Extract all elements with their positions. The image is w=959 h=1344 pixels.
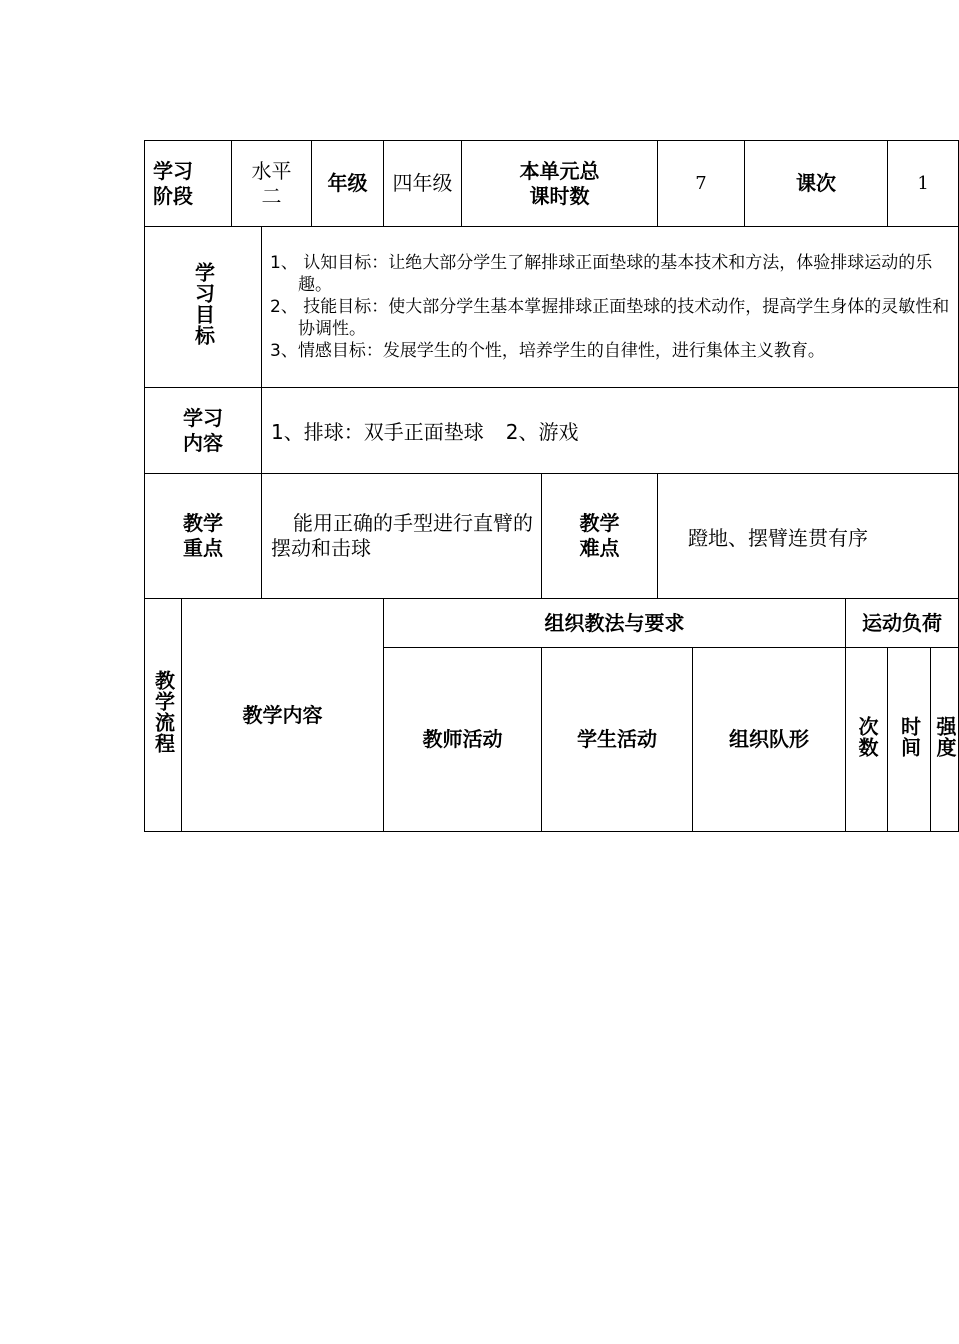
objectives-list xyxy=(262,227,959,388)
grade-value: 四年级 xyxy=(384,141,462,227)
lesson-label: 课次 xyxy=(745,141,888,227)
objective-item: 1、 认知目标：让绝大部分学生了解排球正面垫球的基本技术和方法，体验排球运动的乐趣。 xyxy=(270,253,933,295)
difficulty-value: 蹬地、摆臂连贯有序 xyxy=(658,474,959,599)
count-label: 次数 xyxy=(846,648,888,832)
header-row xyxy=(145,141,959,227)
student-activity-label: 学生活动 xyxy=(542,648,693,832)
intensity-label: 强度 xyxy=(931,648,959,832)
time-label: 时间 xyxy=(888,648,931,832)
teacher-activity-label: 教师活动 xyxy=(384,648,542,832)
content-item: 1、排球：双手正面垫球 xyxy=(271,420,484,444)
objectives-row xyxy=(145,227,959,388)
process-label: 教学流程 xyxy=(145,599,182,832)
process-content-label: 教学内容 xyxy=(182,599,384,832)
grade-label: 年级 xyxy=(312,141,384,227)
unit-hours-value: 7 xyxy=(658,141,745,227)
objective-item: 2、 技能目标：使大部分学生基本掌握排球正面垫球的技术动作，提高学生身体的灵敏性和协调性。 xyxy=(270,297,950,339)
formation-label: 组织队形 xyxy=(693,648,846,832)
objective-item: 3、情感目标：发展学生的个性，培养学生的自律性，进行集体主义教育。 xyxy=(270,341,825,361)
content-label: 学习内容 xyxy=(145,388,262,474)
load-label: 运动负荷 xyxy=(846,599,959,648)
focus-value: 能用正确的手型进行直臂的摆动和击球 xyxy=(262,474,542,599)
methods-label: 组织教法与要求 xyxy=(384,599,846,648)
content-item: 2、游戏 xyxy=(505,420,579,444)
content-items xyxy=(262,388,959,474)
content-row xyxy=(145,388,959,474)
lesson-value: 1 xyxy=(888,141,959,227)
unit-hours-label: 本单元总课时数 xyxy=(462,141,658,227)
difficulty-label: 教学难点 xyxy=(542,474,658,599)
lesson-plan-table xyxy=(144,140,959,832)
focus-label: 教学重点 xyxy=(145,474,262,599)
stage-value: 水平二 xyxy=(232,141,312,227)
process-header-row xyxy=(145,599,959,648)
stage-label: 学习阶段 xyxy=(145,141,232,227)
objectives-label: 学习目标 xyxy=(145,227,262,388)
focus-row xyxy=(145,474,959,599)
